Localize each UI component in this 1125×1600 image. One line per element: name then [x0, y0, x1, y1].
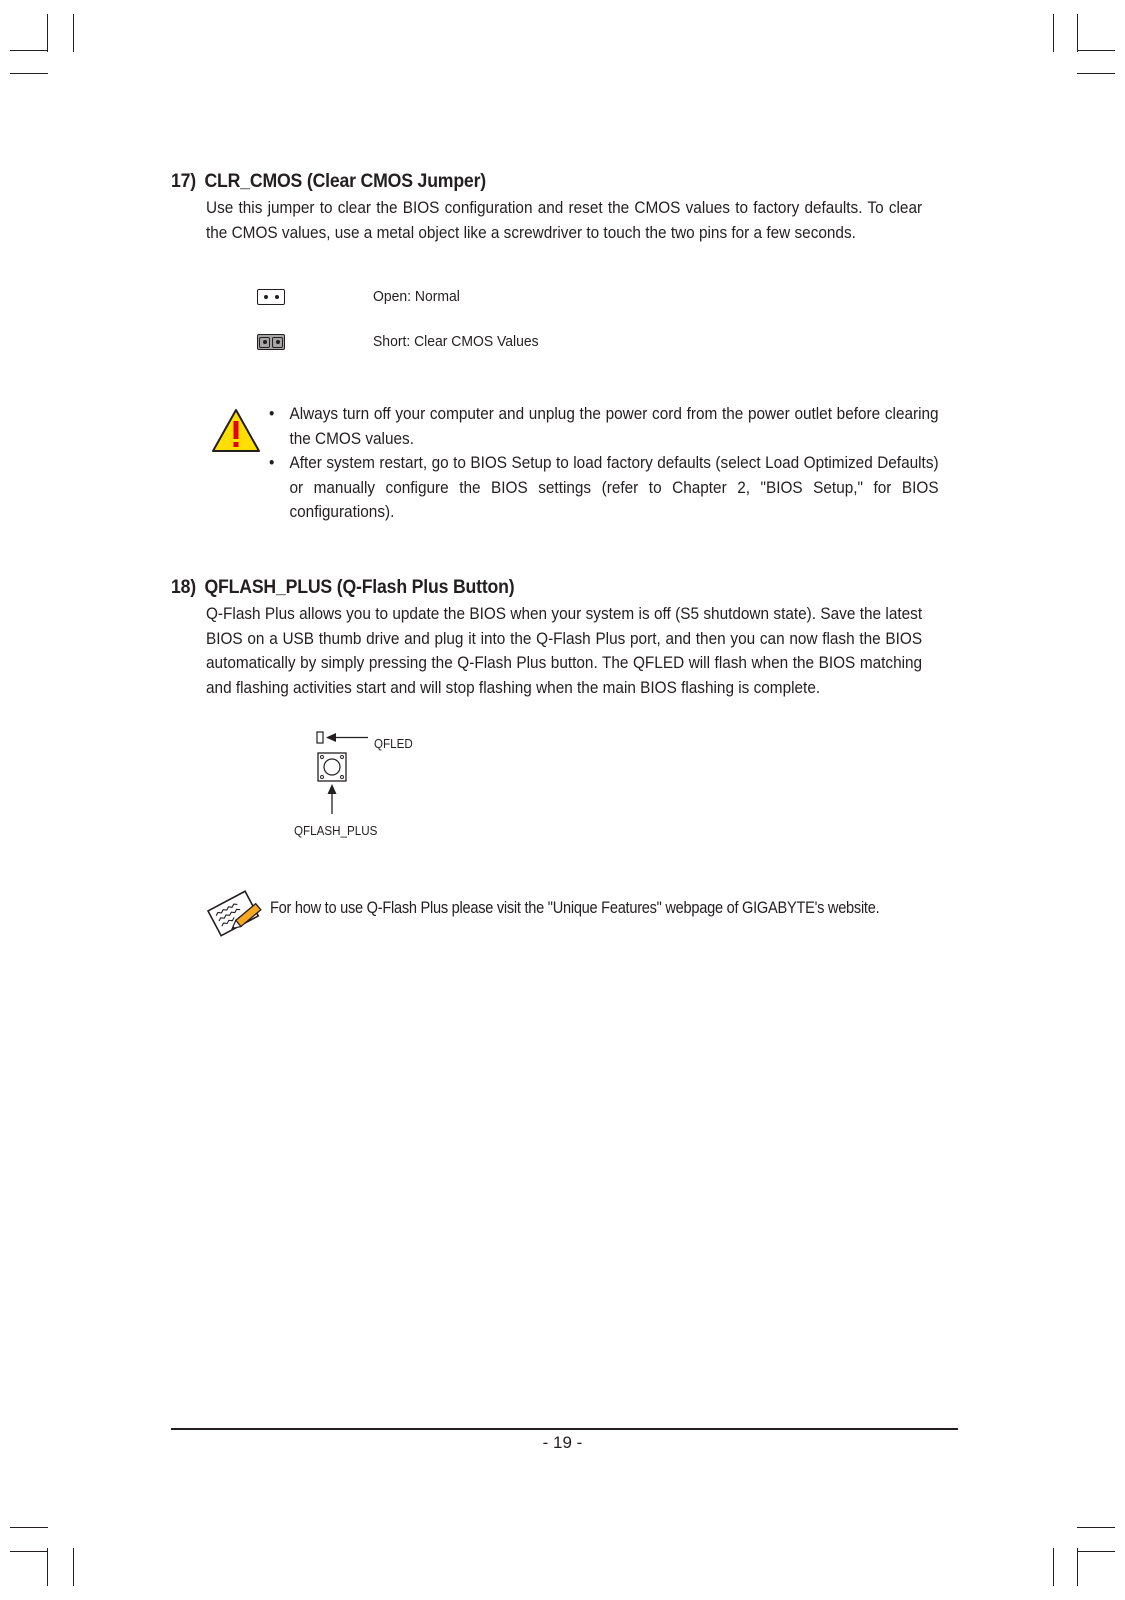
button-corner-dot	[321, 756, 324, 759]
button-corner-dot	[341, 756, 344, 759]
crop-mark	[73, 14, 74, 52]
section-heading-qflash-plus	[171, 577, 514, 599]
crop-mark	[10, 73, 48, 74]
crop-mark	[10, 50, 48, 51]
button-arrow	[328, 784, 337, 794]
crop-mark	[1053, 1548, 1054, 1586]
button-circle	[324, 759, 340, 775]
crop-mark	[1077, 1527, 1115, 1528]
jumper-open-label: Open: Normal	[373, 288, 460, 305]
crop-mark	[47, 14, 48, 52]
crop-mark	[10, 1551, 48, 1552]
jumper-short-label: Short: Clear CMOS Values	[373, 333, 539, 350]
section-number: 17)	[171, 171, 196, 192]
section-heading-clr-cmos	[171, 171, 486, 193]
crop-mark	[47, 1548, 48, 1586]
crop-mark	[1077, 1551, 1115, 1552]
pin	[276, 340, 280, 344]
section-number: 18)	[171, 577, 196, 598]
warning-item: • After system restart, go to BIOS Setup to load factory defaults (select Load Optimized Defaults) or manually configure the BIOS settings (refer to Chapter 2, "BIOS Setup," for BIOS configurations).	[269, 451, 939, 525]
button-corner-dot	[341, 776, 344, 779]
qflash-plus-description: Q-Flash Plus allows you to update the BIOS when your system is off (S5 shutdown state). Save the latest BIOS on a USB thumb drive and plug it into the Q-Flash Plus port, and then you can now flash the BIOS automatically by simply pressing the Q-Flash Plus button. The QFLED will flash when the BIOS matching and flashing activities start and will stop flashing when the main BIOS flashing is complete.	[206, 605, 923, 697]
jumper-short-icon	[257, 334, 285, 350]
crop-mark	[1077, 14, 1078, 52]
qfled-arrow	[326, 733, 336, 742]
warning-list	[269, 402, 939, 525]
crop-mark	[1053, 14, 1054, 52]
pin-box	[259, 337, 270, 348]
button-corner-dot	[321, 776, 324, 779]
jumper-open-icon	[257, 289, 285, 305]
pin	[264, 295, 268, 299]
warning-item: • Always turn off your computer and unplug the power cord from the power outlet before clearing the CMOS values.	[269, 402, 939, 451]
footer-rule	[171, 1428, 958, 1430]
crop-mark	[10, 1527, 48, 1528]
crop-mark	[73, 1548, 74, 1586]
qflash-plus-button-icon	[318, 753, 346, 781]
page-number: - 19 -	[542, 1433, 583, 1452]
pin	[275, 295, 279, 299]
section-title: QFLASH_PLUS (Q-Flash Plus Button)	[204, 577, 515, 598]
section-title: CLR_CMOS (Clear CMOS Jumper)	[204, 171, 486, 192]
crop-mark	[1077, 73, 1115, 74]
qfled-label: QFLED	[374, 737, 413, 751]
pin	[263, 340, 267, 344]
pin-box	[272, 337, 283, 348]
qflash-plus-label: QFLASH_PLUS	[294, 824, 378, 838]
clr-cmos-description: Use this jumper to clear the BIOS configuration and reset the CMOS values to factory defaults. To clear the CMOS values, use a metal object like a screwdriver to touch the two pins for a few seconds.	[206, 199, 923, 242]
crop-mark	[1077, 1548, 1078, 1586]
note-pencil-icon	[206, 887, 266, 939]
qfled-icon	[317, 732, 323, 743]
warning-icon	[211, 408, 261, 453]
crop-mark	[1077, 50, 1115, 51]
note-text: For how to use Q-Flash Plus please visit the "Unique Features" webpage of GIGABYTE's website.	[270, 899, 880, 917]
